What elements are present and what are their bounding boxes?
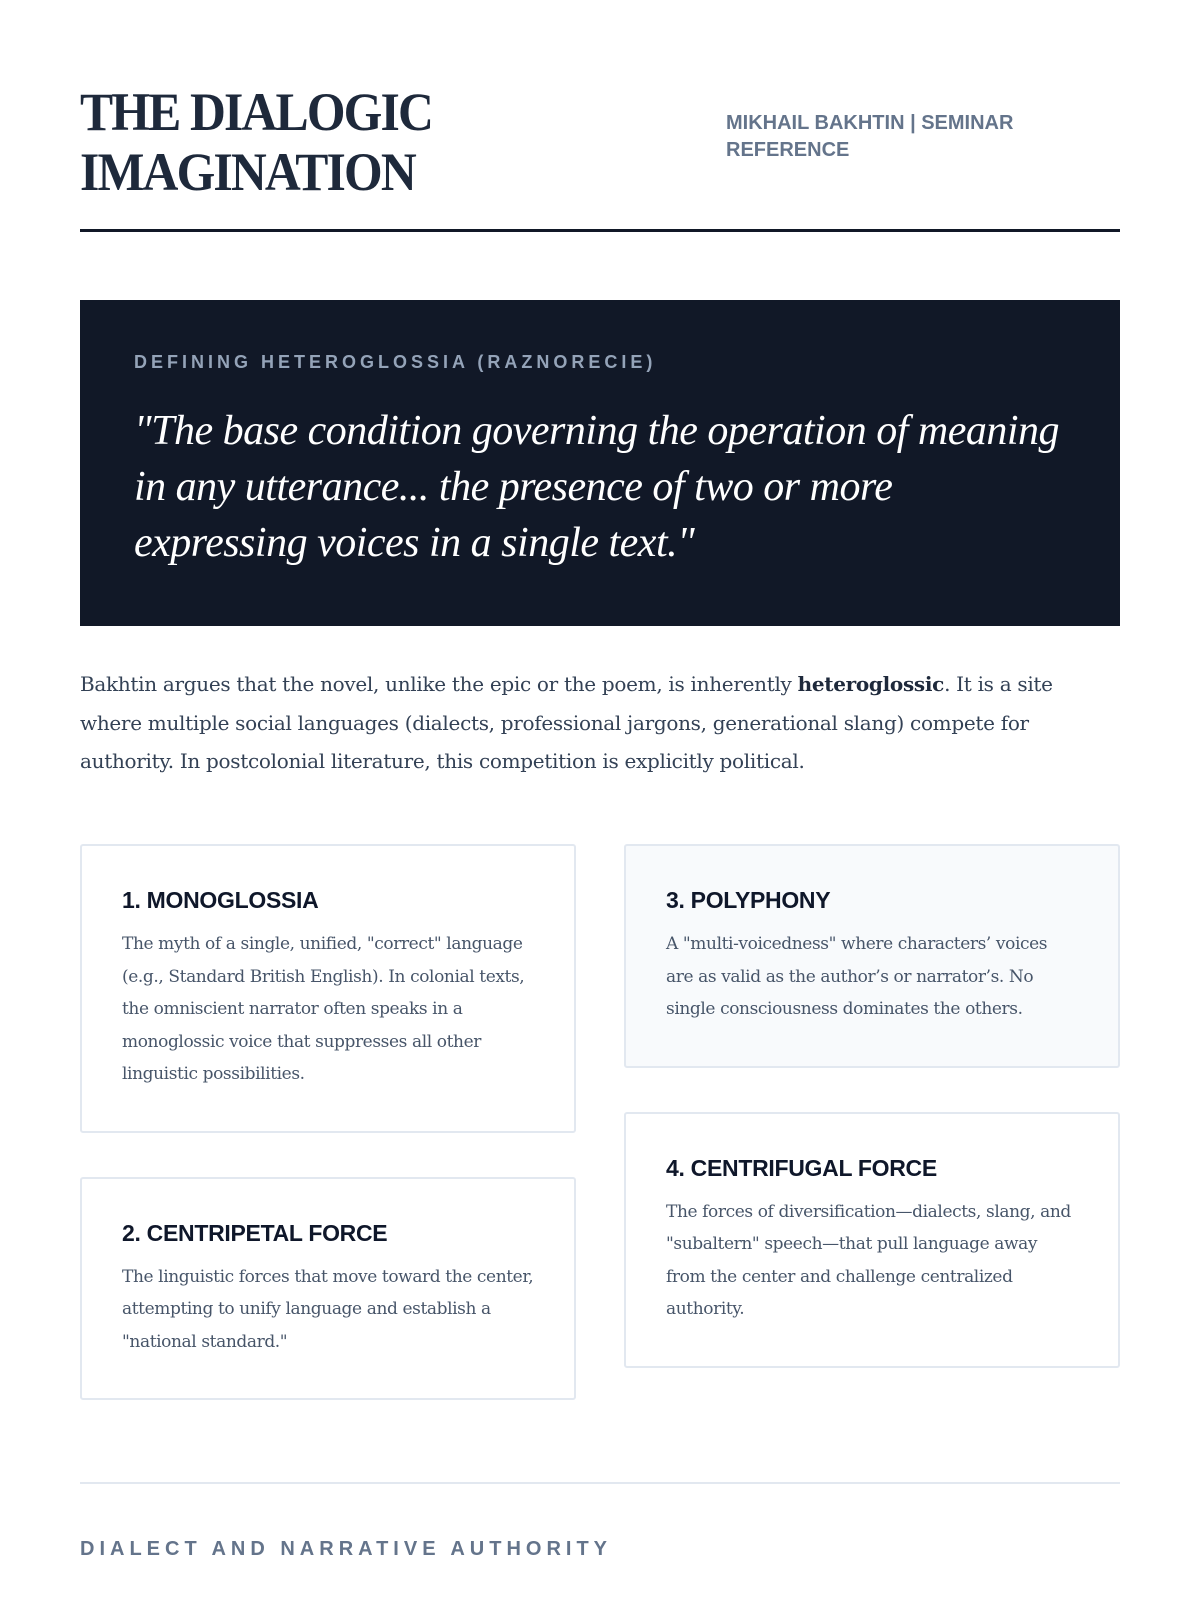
subtitle: MIKHAIL BAKHTIN | SEMINAR REFERENCE [726, 112, 1014, 161]
card-body: The linguistic forces that move toward the center, attempting to unify language and establish a "national standard." [122, 1266, 534, 1352]
concept-card-centrifugal-force [624, 1112, 1120, 1368]
concept-grid [80, 844, 1120, 1400]
concept-card-centripetal-force [80, 1177, 576, 1401]
card-title: 1. MONOGLOSSIA [122, 887, 319, 913]
section-heading: DIALECT AND NARRATIVE AUTHORITY [80, 1538, 613, 1560]
card-title: 2. CENTRIPETAL FORCE [122, 1219, 388, 1246]
grid-column-left [80, 844, 576, 1400]
hero-label: DEFINING HETEROGLOSSIA (RAZNORECIE) [134, 352, 657, 372]
card-title: 3. POLYPHONY [666, 887, 831, 913]
hero-quote: "The base condition governing the operation of meaning in any utterance... the presence of two or more expressing voices in a single text." [134, 408, 1060, 566]
page-title [80, 82, 466, 202]
title-line-1: THE DIALOGIC [80, 82, 432, 142]
intro-text-rest: . It is a site where multiple social languages (dialects, professional jargons, generational slang) compete for authority. In postcolonial literature, this competition is explicitly political. [80, 672, 1053, 773]
concept-card-monoglossia [80, 844, 576, 1133]
grid-column-right [624, 844, 1120, 1400]
intro-text: Bakhtin argues that the novel, unlike the epic or the poem, is inherently [80, 672, 798, 696]
hero-quote-block [80, 300, 1120, 626]
title-line-2: IMAGINATION [80, 142, 415, 202]
card-body: The myth of a single, unified, "correct" language (e.g., Standard British English). In colonial texts, the omniscient narrator often speaks in a monoglossic voice that suppresses all other linguistic possibilities. [122, 934, 525, 1084]
card-body: The forces of diversification—dialects, slang, and "subaltern" speech—that pull language away from the center and challenge centralized authority. [666, 1201, 1071, 1319]
intro-bold-term: heteroglossic [797, 672, 945, 696]
card-body: A "multi-voicedness" where characters’ voices are as valid as the author’s or narrator’s. No single consciousness dominates the others. [666, 934, 1048, 1019]
intro-paragraph [80, 665, 1120, 781]
concept-card-polyphony [624, 844, 1120, 1068]
header [80, 82, 1120, 232]
footer-divider [80, 1482, 1120, 1484]
card-title: 4. CENTRIFUGAL FORCE [666, 1154, 937, 1181]
